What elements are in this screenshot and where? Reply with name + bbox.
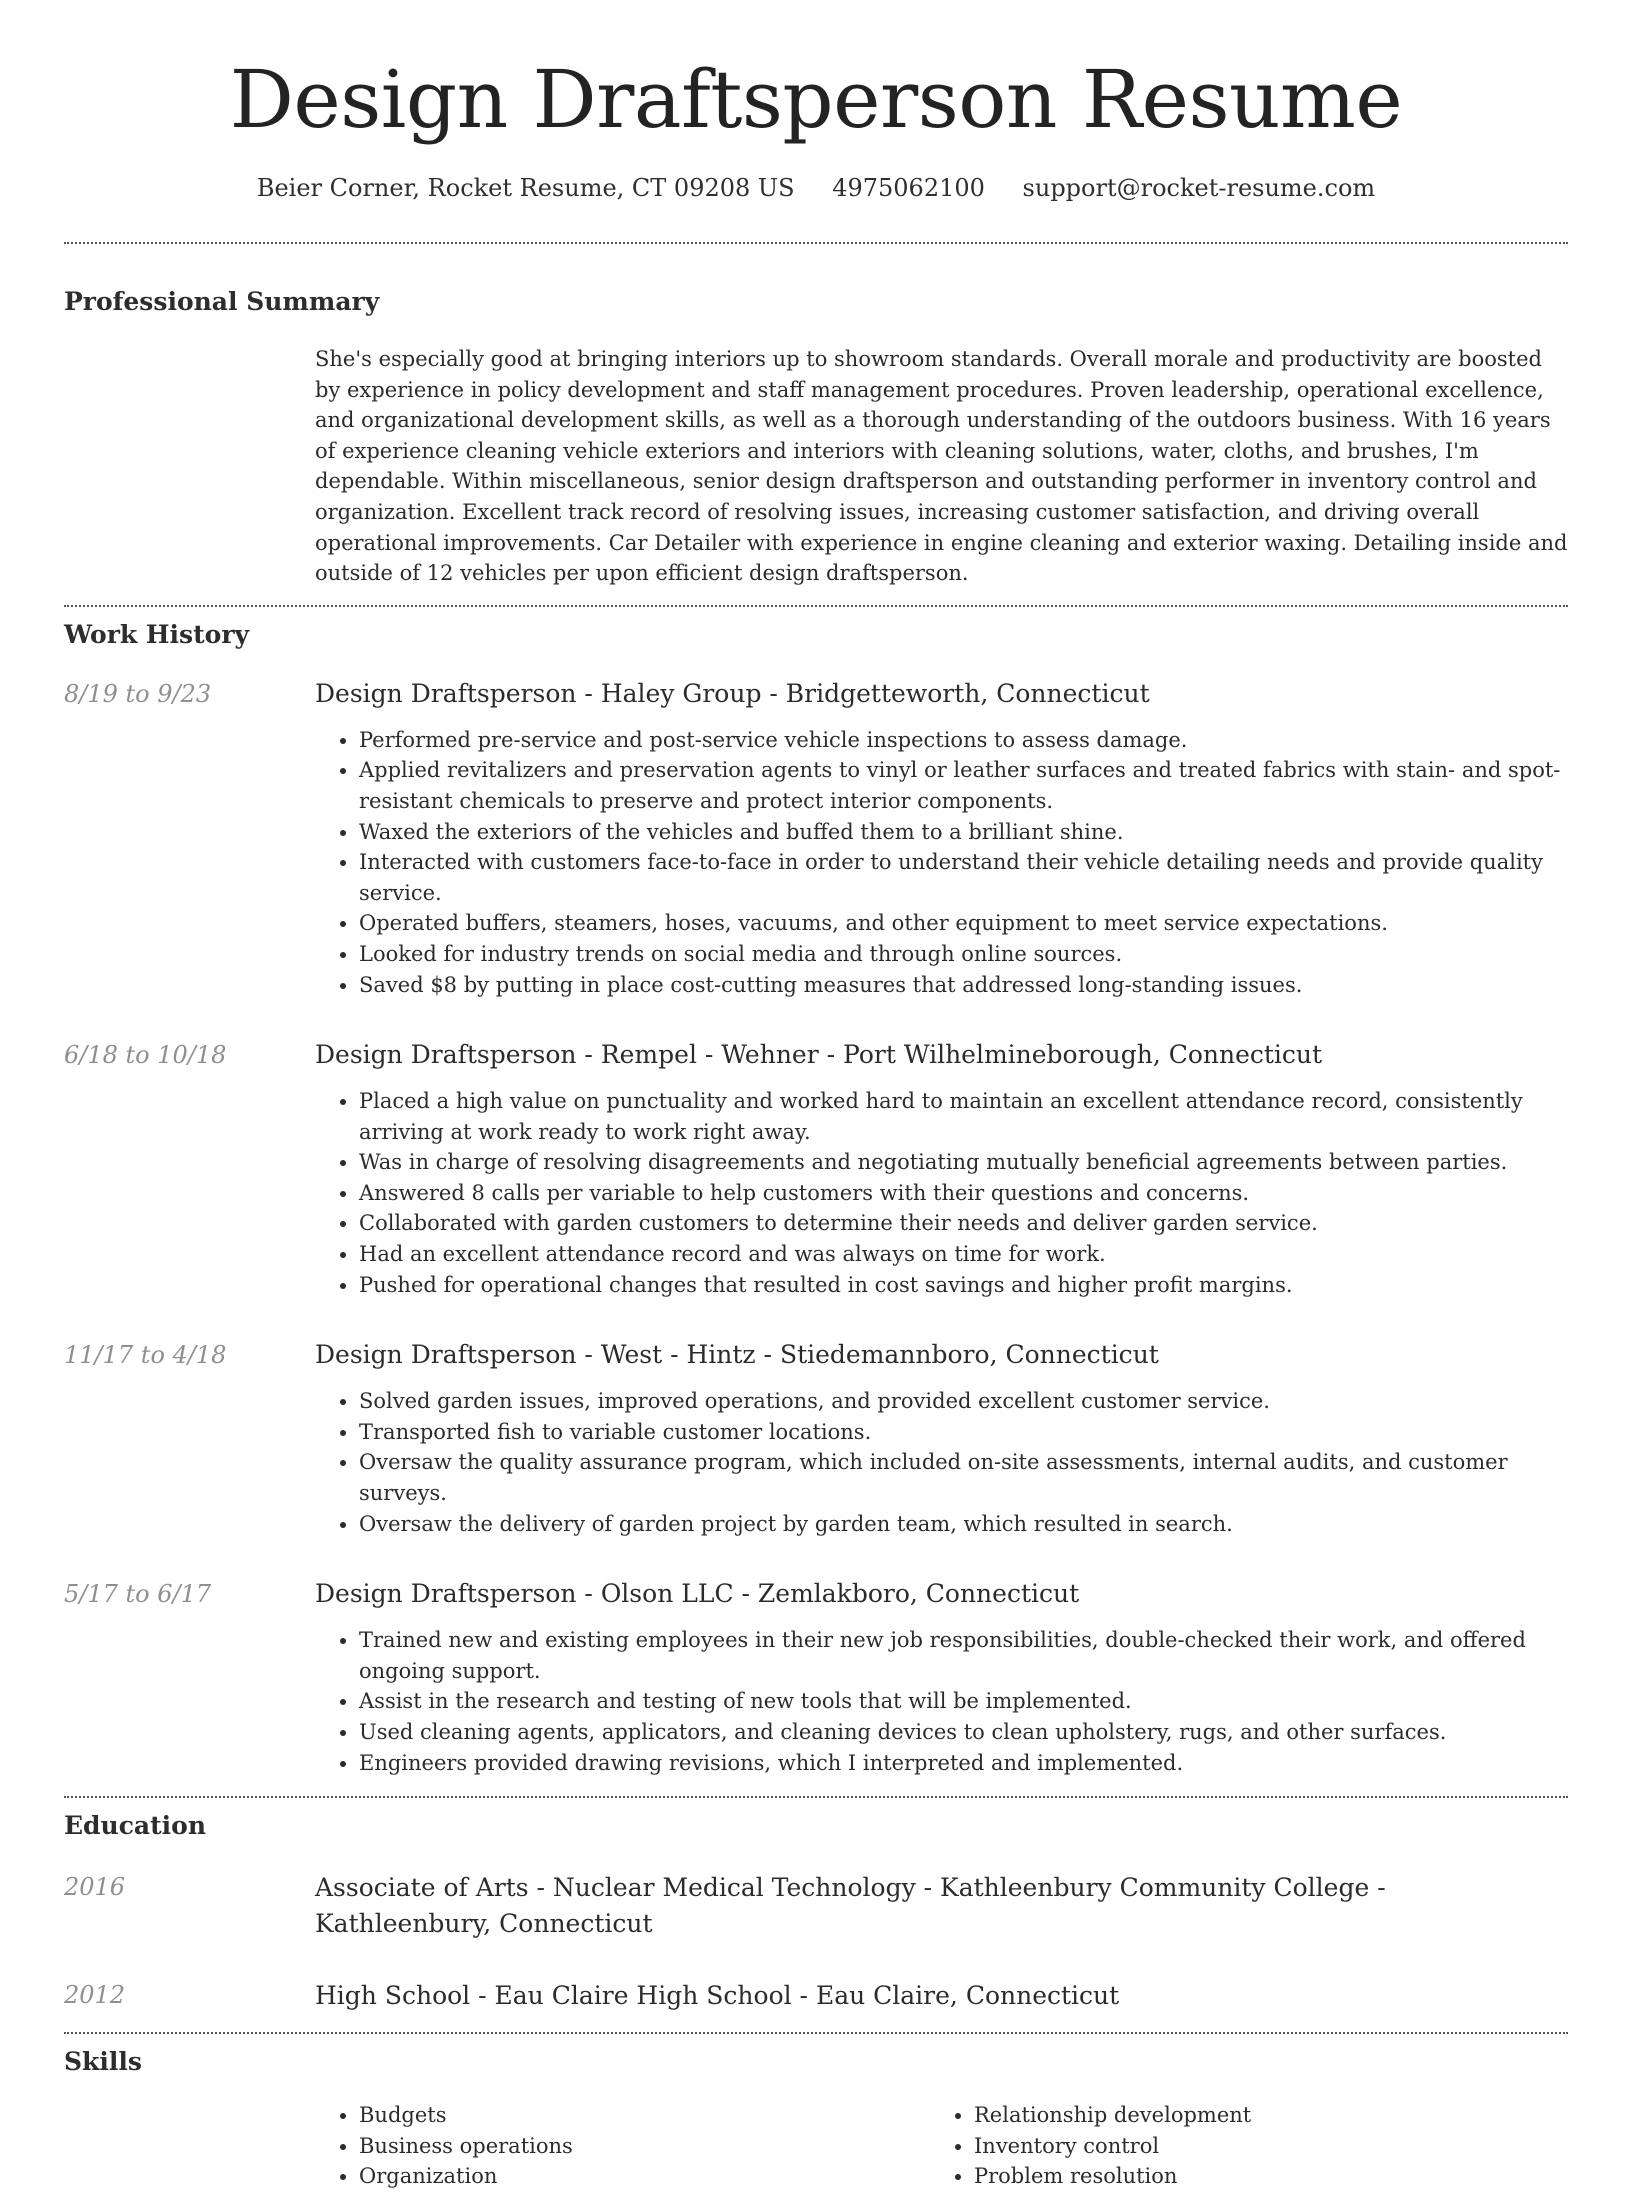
job-bullets bbox=[315, 1386, 1568, 1539]
job-bullet: • Used cleaning agents, applicators, and cleaning devices to clean upholstery, rugs, and other surfaces. bbox=[359, 1717, 1568, 1748]
job-body bbox=[315, 1338, 1568, 1539]
job-entry bbox=[64, 1577, 1568, 1778]
job-date: 11/17 to 4/18 bbox=[64, 1341, 227, 1370]
job-date: 5/17 to 6/17 bbox=[64, 1580, 212, 1609]
job-heading: Design Draftsperson - Olson LLC - Zemlakboro, Connecticut bbox=[315, 1579, 1080, 1609]
job-bullet: • Pushed for operational changes that resulted in cost savings and higher profit margins. bbox=[359, 1270, 1568, 1301]
divider bbox=[64, 1796, 1568, 1798]
job-bullets bbox=[315, 1625, 1568, 1778]
job-body bbox=[315, 677, 1568, 1000]
job-bullet: • Had an excellent attendance record and was always on time for work. bbox=[359, 1239, 1568, 1270]
section-title-education: Education bbox=[64, 1811, 207, 1841]
section-title-work-history: Work History bbox=[64, 619, 250, 649]
contact-email: support@rocket-resume.com bbox=[1022, 174, 1376, 202]
job-heading: Design Draftsperson - West - Hintz - Stiedemannboro, Connecticut bbox=[315, 1340, 1159, 1370]
resume-page bbox=[64, 0, 1568, 2192]
job-bullet: • Assist in the research and testing of new tools that will be implemented. bbox=[359, 1686, 1568, 1717]
education-year: 2012 bbox=[64, 1981, 126, 2010]
job-bullet: • Applied revitalizers and preservation agents to vinyl or leather surfaces and treated fabrics with stain- and spot-resistant chemicals to preserve and protect interior components. bbox=[359, 755, 1568, 816]
divider bbox=[64, 242, 1568, 244]
job-heading: Design Draftsperson - Haley Group - Bridgetteworth, Connecticut bbox=[315, 678, 1150, 708]
divider bbox=[64, 2032, 1568, 2034]
job-bullet: • Trained new and existing employees in their new job responsibilities, double-checked their work, and offered ongoing support. bbox=[359, 1625, 1568, 1686]
job-bullet: • Saved $8 by putting in place cost-cutting measures that addressed long-standing issues. bbox=[359, 970, 1568, 1001]
skill-item: • Relationship development bbox=[974, 2100, 1545, 2131]
education-text: Associate of Arts - Nuclear Medical Technology - Kathleenbury Community College - Kathleenbury, Connecticut bbox=[315, 1873, 1386, 1939]
job-bullet: • Performed pre-service and post-service vehicle inspections to assess damage. bbox=[359, 725, 1568, 756]
education-year: 2016 bbox=[64, 1873, 126, 1902]
skill-item: • Budgets bbox=[359, 2100, 930, 2131]
job-bullet: • Solved garden issues, improved operations, and provided excellent customer service. bbox=[359, 1386, 1568, 1417]
contact-phone: 4975062100 bbox=[832, 174, 985, 202]
education-text: High School - Eau Claire High School - Eau Claire, Connecticut bbox=[315, 1981, 1120, 2011]
contact-line bbox=[64, 172, 1568, 204]
job-bullet: • Interacted with customers face-to-face in order to understand their vehicle detailing needs and provide quality service. bbox=[359, 847, 1568, 908]
job-bullet: • Waxed the exteriors of the vehicles and buffed them to a brilliant shine. bbox=[359, 817, 1568, 848]
job-entry bbox=[64, 677, 1568, 1000]
job-bullet: • Answered 8 calls per variable to help customers with their questions and concerns. bbox=[359, 1178, 1568, 1209]
job-entry bbox=[64, 1338, 1568, 1539]
skill-item: • Organization bbox=[359, 2161, 930, 2192]
skills-grid bbox=[315, 2100, 1568, 2192]
job-bullets bbox=[315, 1086, 1568, 1300]
job-bullet: • Transported fish to variable customer locations. bbox=[359, 1417, 1568, 1448]
summary-text: She's especially good at bringing interiors up to showroom standards. Overall morale and productivity are boosted by experience in policy development and staff management procedures. Proven leadership, operational excellence, and organizational development skills, as well as a thorough understanding of the outdoors business. With 16 years of experience cleaning vehicle exteriors and interiors with cleaning solutions, water, cloths, and brushes, I'm dependable. Within miscellaneous, senior design draftsperson and outstanding performer in inventory control and organization. Excellent track record of resolving issues, increasing customer satisfaction, and driving overall operational improvements. Car Detailer with experience in engine cleaning and exterior waxing. Detailing inside and outside of 12 vehicles per upon efficient design draftsperson. bbox=[315, 347, 1568, 586]
education-entry bbox=[64, 1978, 1568, 2014]
job-bullet: • Looked for industry trends on social media and through online sources. bbox=[359, 939, 1568, 970]
job-bullets bbox=[315, 725, 1568, 1000]
skills-column-right bbox=[930, 2100, 1545, 2192]
job-bullet: • Oversaw the quality assurance program, which included on-site assessments, internal audits, and customer surveys. bbox=[359, 1447, 1568, 1508]
job-bullet: • Collaborated with garden customers to determine their needs and deliver garden service. bbox=[359, 1208, 1568, 1239]
section-title-skills: Skills bbox=[64, 2047, 142, 2077]
job-bullet: • Oversaw the delivery of garden project by garden team, which resulted in search. bbox=[359, 1509, 1568, 1540]
skill-item: • Business operations bbox=[359, 2131, 930, 2162]
job-date: 8/19 to 9/23 bbox=[64, 679, 212, 708]
job-bullet: • Engineers provided drawing revisions, which I interpreted and implemented. bbox=[359, 1748, 1568, 1779]
skill-item: • Problem resolution bbox=[974, 2161, 1545, 2192]
contact-address: Beier Corner, Rocket Resume, CT 09208 US bbox=[256, 174, 795, 202]
job-body bbox=[315, 1577, 1568, 1778]
job-body bbox=[315, 1038, 1568, 1300]
education-entry bbox=[64, 1870, 1568, 1942]
job-bullet: • Operated buffers, steamers, hoses, vacuums, and other equipment to meet service expectations. bbox=[359, 908, 1568, 939]
job-bullet: • Placed a high value on punctuality and worked hard to maintain an excellent attendance record, consistently arriving at work ready to work right away. bbox=[359, 1086, 1568, 1147]
job-bullet: • Was in charge of resolving disagreements and negotiating mutually beneficial agreements between parties. bbox=[359, 1147, 1568, 1178]
section-title-summary: Professional Summary bbox=[64, 287, 380, 316]
skill-item: • Inventory control bbox=[974, 2131, 1545, 2162]
job-heading: Design Draftsperson - Rempel - Wehner - Port Wilhelmineborough, Connecticut bbox=[315, 1040, 1323, 1070]
resume-title: Design Draftsperson Resume bbox=[229, 53, 1403, 146]
job-date: 6/18 to 10/18 bbox=[64, 1041, 227, 1070]
skills-column-left bbox=[315, 2100, 930, 2192]
job-entry bbox=[64, 1038, 1568, 1300]
divider bbox=[64, 605, 1568, 607]
